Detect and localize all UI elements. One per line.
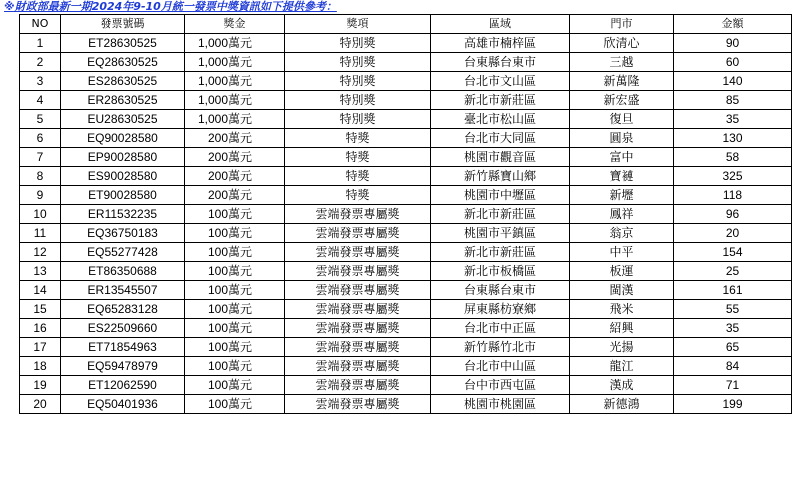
region-name: 臺北市松山區 (431, 110, 570, 129)
purchase-amount: 161 (674, 281, 792, 300)
header-award: 獎項 (285, 15, 431, 34)
region-name: 新北市板橋區 (431, 262, 570, 281)
table-row (20, 91, 792, 110)
prize-money: 1,000萬元 (185, 34, 285, 53)
invoice-number: ET28630525 (61, 34, 185, 53)
table-row (20, 319, 792, 338)
award-name: 特別獎 (285, 72, 431, 91)
table-row (20, 224, 792, 243)
prize-money: 1,000萬元 (185, 91, 285, 110)
region-name: 新北市新莊區 (431, 91, 570, 110)
region-name: 屏東縣枋寮鄉 (431, 300, 570, 319)
store-name: 飛米 (570, 300, 674, 319)
invoice-number: EP90028580 (61, 148, 185, 167)
row-number: 1 (20, 34, 61, 53)
purchase-amount: 90 (674, 34, 792, 53)
row-number: 19 (20, 376, 61, 395)
purchase-amount: 71 (674, 376, 792, 395)
purchase-amount: 325 (674, 167, 792, 186)
prize-money: 200萬元 (185, 148, 285, 167)
purchase-amount: 154 (674, 243, 792, 262)
store-name: 紹興 (570, 319, 674, 338)
region-name: 台東縣台東市 (431, 281, 570, 300)
prize-money: 100萬元 (185, 319, 285, 338)
prize-money: 100萬元 (185, 357, 285, 376)
invoice-number: ET71854963 (61, 338, 185, 357)
table-row (20, 205, 792, 224)
invoice-number: ER11532235 (61, 205, 185, 224)
table-row (20, 300, 792, 319)
table-row (20, 129, 792, 148)
award-name: 雲端發票專屬獎 (285, 205, 431, 224)
invoice-number: ET12062590 (61, 376, 185, 395)
row-number: 9 (20, 186, 61, 205)
table-row (20, 281, 792, 300)
store-name: 圓泉 (570, 129, 674, 148)
prize-money: 200萬元 (185, 186, 285, 205)
row-number: 17 (20, 338, 61, 357)
store-name: 新壢 (570, 186, 674, 205)
row-number: 5 (20, 110, 61, 129)
region-name: 台北市大同區 (431, 129, 570, 148)
invoice-number: ES28630525 (61, 72, 185, 91)
prize-money: 100萬元 (185, 224, 285, 243)
invoice-number: ET90028580 (61, 186, 185, 205)
table-row (20, 53, 792, 72)
row-number: 11 (20, 224, 61, 243)
purchase-amount: 84 (674, 357, 792, 376)
award-name: 特別獎 (285, 34, 431, 53)
purchase-amount: 55 (674, 300, 792, 319)
purchase-amount: 60 (674, 53, 792, 72)
row-number: 10 (20, 205, 61, 224)
prize-money: 1,000萬元 (185, 53, 285, 72)
prize-money: 1,000萬元 (185, 72, 285, 91)
page-heading: ※財政部最新一期2024年9-10月統一發票中獎資訊如下提供參考： (4, 0, 337, 13)
region-name: 台東縣台東市 (431, 53, 570, 72)
purchase-amount: 140 (674, 72, 792, 91)
header-region: 區域 (431, 15, 570, 34)
table-row (20, 262, 792, 281)
row-number: 4 (20, 91, 61, 110)
purchase-amount: 96 (674, 205, 792, 224)
award-name: 特別獎 (285, 110, 431, 129)
prize-money: 100萬元 (185, 281, 285, 300)
prize-money: 100萬元 (185, 376, 285, 395)
row-number: 13 (20, 262, 61, 281)
award-name: 雲端發票專屬獎 (285, 376, 431, 395)
purchase-amount: 58 (674, 148, 792, 167)
row-number: 20 (20, 395, 61, 414)
region-name: 高雄市楠梓區 (431, 34, 570, 53)
row-number: 14 (20, 281, 61, 300)
region-name: 桃園市桃園區 (431, 395, 570, 414)
store-name: 板運 (570, 262, 674, 281)
invoice-number: EQ90028580 (61, 129, 185, 148)
store-name: 龍江 (570, 357, 674, 376)
store-name: 鳳祥 (570, 205, 674, 224)
invoice-number: ES90028580 (61, 167, 185, 186)
store-name: 寶褳 (570, 167, 674, 186)
invoice-number: EQ65283128 (61, 300, 185, 319)
row-number: 3 (20, 72, 61, 91)
store-name: 光揚 (570, 338, 674, 357)
prize-money: 100萬元 (185, 262, 285, 281)
table-row (20, 357, 792, 376)
purchase-amount: 25 (674, 262, 792, 281)
award-name: 雲端發票專屬獎 (285, 281, 431, 300)
invoice-number: EQ59478979 (61, 357, 185, 376)
invoice-number: EQ36750183 (61, 224, 185, 243)
purchase-amount: 35 (674, 319, 792, 338)
purchase-amount: 65 (674, 338, 792, 357)
region-name: 台北市文山區 (431, 72, 570, 91)
table-row (20, 243, 792, 262)
region-name: 桃園市中壢區 (431, 186, 570, 205)
award-name: 特獎 (285, 186, 431, 205)
prize-money: 100萬元 (185, 338, 285, 357)
store-name: 中平 (570, 243, 674, 262)
table-row (20, 186, 792, 205)
award-name: 雲端發票專屬獎 (285, 224, 431, 243)
store-name: 閩漢 (570, 281, 674, 300)
store-name: 新宏盛 (570, 91, 674, 110)
table-header-row (20, 15, 792, 34)
table-row (20, 167, 792, 186)
store-name: 復旦 (570, 110, 674, 129)
store-name: 新萬隆 (570, 72, 674, 91)
purchase-amount: 199 (674, 395, 792, 414)
invoice-number: EQ28630525 (61, 53, 185, 72)
table-row (20, 376, 792, 395)
row-number: 15 (20, 300, 61, 319)
table-row (20, 110, 792, 129)
region-name: 台北市中山區 (431, 357, 570, 376)
invoice-number: ER28630525 (61, 91, 185, 110)
purchase-amount: 118 (674, 186, 792, 205)
invoice-number: EQ50401936 (61, 395, 185, 414)
row-number: 12 (20, 243, 61, 262)
store-name: 三越 (570, 53, 674, 72)
store-name: 富中 (570, 148, 674, 167)
region-name: 新北市新莊區 (431, 243, 570, 262)
prize-money: 100萬元 (185, 395, 285, 414)
header-no: NO (20, 15, 61, 34)
award-name: 雲端發票專屬獎 (285, 300, 431, 319)
header-prize-money: 獎金 (185, 15, 285, 34)
prize-money: 100萬元 (185, 205, 285, 224)
row-number: 2 (20, 53, 61, 72)
purchase-amount: 130 (674, 129, 792, 148)
row-number: 7 (20, 148, 61, 167)
row-number: 6 (20, 129, 61, 148)
purchase-amount: 20 (674, 224, 792, 243)
award-name: 雲端發票專屬獎 (285, 262, 431, 281)
store-name: 漢成 (570, 376, 674, 395)
table-row (20, 338, 792, 357)
prize-money: 200萬元 (185, 129, 285, 148)
invoice-number: ET86350688 (61, 262, 185, 281)
row-number: 16 (20, 319, 61, 338)
invoice-number: ES22509660 (61, 319, 185, 338)
invoice-number: EU28630525 (61, 110, 185, 129)
row-number: 8 (20, 167, 61, 186)
table-row (20, 72, 792, 91)
store-name: 翁京 (570, 224, 674, 243)
header-invoice-number: 發票號碼 (61, 15, 185, 34)
purchase-amount: 85 (674, 91, 792, 110)
header-store: 門市 (570, 15, 674, 34)
row-number: 18 (20, 357, 61, 376)
region-name: 台北市中正區 (431, 319, 570, 338)
header-amount: 金額 (674, 15, 792, 34)
invoice-number: ER13545507 (61, 281, 185, 300)
award-name: 雲端發票專屬獎 (285, 243, 431, 262)
region-name: 桃園市平鎮區 (431, 224, 570, 243)
prize-money: 100萬元 (185, 300, 285, 319)
table-row (20, 395, 792, 414)
region-name: 桃園市觀音區 (431, 148, 570, 167)
prize-money: 200萬元 (185, 167, 285, 186)
award-name: 特別獎 (285, 91, 431, 110)
award-name: 雲端發票專屬獎 (285, 338, 431, 357)
store-name: 新德鴻 (570, 395, 674, 414)
purchase-amount: 35 (674, 110, 792, 129)
award-name: 特獎 (285, 148, 431, 167)
region-name: 新竹縣寶山鄉 (431, 167, 570, 186)
award-name: 雲端發票專屬獎 (285, 357, 431, 376)
prize-money: 1,000萬元 (185, 110, 285, 129)
award-name: 雲端發票專屬獎 (285, 319, 431, 338)
winning-invoices-table (19, 14, 792, 414)
award-name: 特獎 (285, 167, 431, 186)
award-name: 特別獎 (285, 53, 431, 72)
region-name: 台中市西屯區 (431, 376, 570, 395)
region-name: 新竹縣竹北市 (431, 338, 570, 357)
store-name: 欣清心 (570, 34, 674, 53)
prize-money: 100萬元 (185, 243, 285, 262)
table-row (20, 148, 792, 167)
region-name: 新北市新莊區 (431, 205, 570, 224)
table-row (20, 34, 792, 53)
award-name: 雲端發票專屬獎 (285, 395, 431, 414)
invoice-number: EQ55277428 (61, 243, 185, 262)
award-name: 特獎 (285, 129, 431, 148)
